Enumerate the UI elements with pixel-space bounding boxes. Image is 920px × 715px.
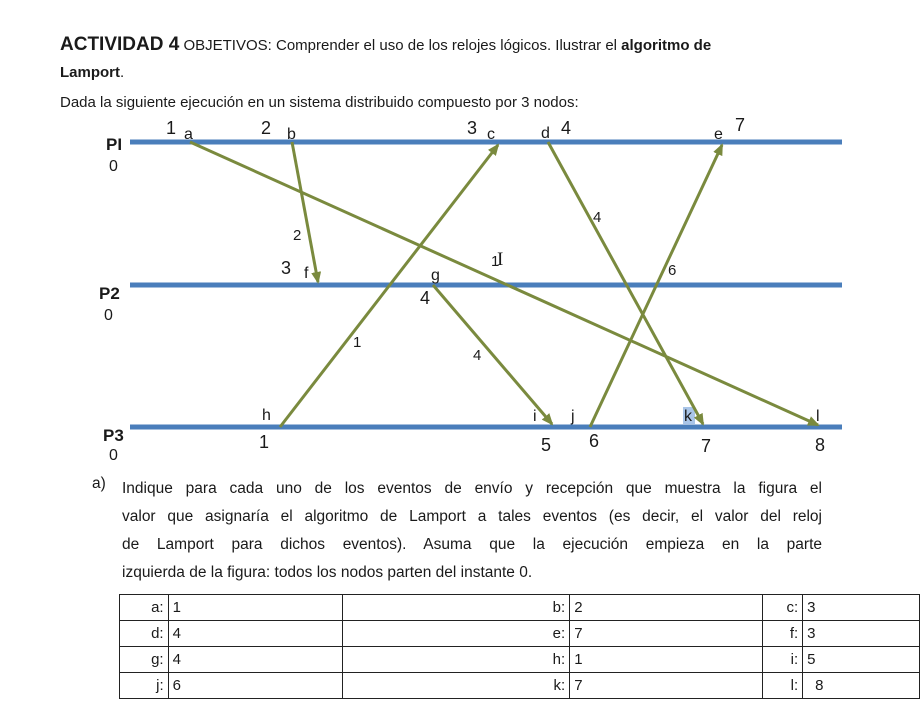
event-cell: b: [342, 595, 570, 621]
value-cell: 4 [168, 647, 342, 673]
clock-value-a: 1 [166, 118, 177, 138]
intro-text: Dada la siguiente ejecución en un sistema distribuido compuesto por 3 nodos: [60, 94, 579, 111]
objectives-bold: algoritmo de [621, 37, 712, 54]
process-label-p3: P3 [103, 426, 124, 445]
value-cell: 2 [570, 595, 763, 621]
event-cell: d: [120, 621, 169, 647]
question-line: Indique para cada uno de los eventos de envío y recepción que muestra la figura el [122, 480, 822, 497]
question-text [122, 475, 822, 587]
clock-value-i: 5 [541, 435, 552, 455]
event-label-f: f [304, 265, 309, 282]
initial-value-p2: 0 [104, 307, 113, 324]
event-label-b: b [287, 126, 296, 143]
message-label-a-l: 1 [491, 253, 500, 270]
question-line: valor que asignaría el algoritmo de Lamport a tales eventos (es decir, el valor del reloj [122, 508, 822, 525]
value-cell: 1 [168, 595, 342, 621]
event-label-k: k [684, 408, 692, 425]
objectives-end: . [120, 64, 125, 81]
event-label-l: l [816, 408, 820, 425]
message-label-b-f: 2 [293, 227, 302, 244]
clock-value-l: 8 [815, 435, 826, 455]
table-row [120, 621, 920, 647]
question-line: izquierda de la figura: todos los nodos parten del instante 0. [122, 564, 533, 581]
objectives-text: Comprender el uso de los relojes lógicos. Ilustrar el [276, 37, 617, 54]
event-cell: l: [763, 673, 803, 699]
objectives-label: OBJETIVOS: [183, 37, 272, 54]
answers-table [119, 594, 920, 699]
clock-value-h: 1 [259, 432, 270, 452]
event-label-j: j [571, 408, 575, 425]
message-label-h-c: 1 [353, 334, 362, 351]
value-cell: 6 [168, 673, 342, 699]
event-cell: i: [763, 647, 803, 673]
value-cell: 3 [803, 621, 920, 647]
event-cell: g: [120, 647, 169, 673]
process-label-p2: P2 [99, 284, 120, 303]
event-cell: k: [342, 673, 570, 699]
clock-value-e: 7 [735, 115, 746, 135]
event-label-c: c [487, 126, 495, 143]
event-label-d: d [541, 125, 550, 142]
event-cell: h: [342, 647, 570, 673]
table-row [120, 595, 920, 621]
clock-value-g: 4 [420, 288, 431, 308]
event-cell: f: [763, 621, 803, 647]
clock-value-j: 6 [589, 431, 600, 451]
value-cell: 1 [570, 647, 763, 673]
value-cell: 8 [803, 673, 920, 699]
table-row [120, 647, 920, 673]
question-label: a) [92, 475, 106, 492]
value-cell: 5 [803, 647, 920, 673]
process-label-p1: PI [106, 135, 123, 154]
message-label-g-i: 4 [473, 347, 482, 364]
activity-heading: ACTIVIDAD 4 [60, 34, 180, 55]
message-label-d-k: 4 [593, 209, 602, 226]
initial-value-p1: 0 [109, 158, 118, 175]
question-line: de Lamport para dichos eventos). Asuma que la ejecución empieza en la parte [122, 536, 822, 553]
clock-value-d: 4 [561, 118, 572, 138]
objectives-bold-cont: Lamport [60, 64, 120, 81]
event-cell: c: [763, 595, 803, 621]
event-label-h: h [262, 407, 271, 424]
event-cell: a: [120, 595, 169, 621]
initial-value-p3: 0 [109, 447, 118, 464]
event-label-a: a [184, 126, 193, 143]
clock-value-c: 3 [467, 118, 478, 138]
value-cell: 7 [570, 621, 763, 647]
clock-value-f: 3 [281, 258, 292, 278]
event-cell: j: [120, 673, 169, 699]
value-cell: 7 [570, 673, 763, 699]
text-cursor-icon: I [497, 249, 504, 270]
message-g-i [433, 285, 552, 424]
event-label-i: i [533, 408, 537, 425]
value-cell: 3 [803, 595, 920, 621]
value-cell: 4 [168, 621, 342, 647]
message-label-j-e: 6 [668, 262, 677, 279]
event-label-e: e [714, 126, 723, 143]
event-label-g: g [431, 267, 440, 284]
clock-value-k: 7 [701, 436, 712, 456]
event-cell: e: [342, 621, 570, 647]
clock-value-b: 2 [261, 118, 272, 138]
table-row [120, 673, 920, 699]
message-b-f [292, 142, 318, 282]
